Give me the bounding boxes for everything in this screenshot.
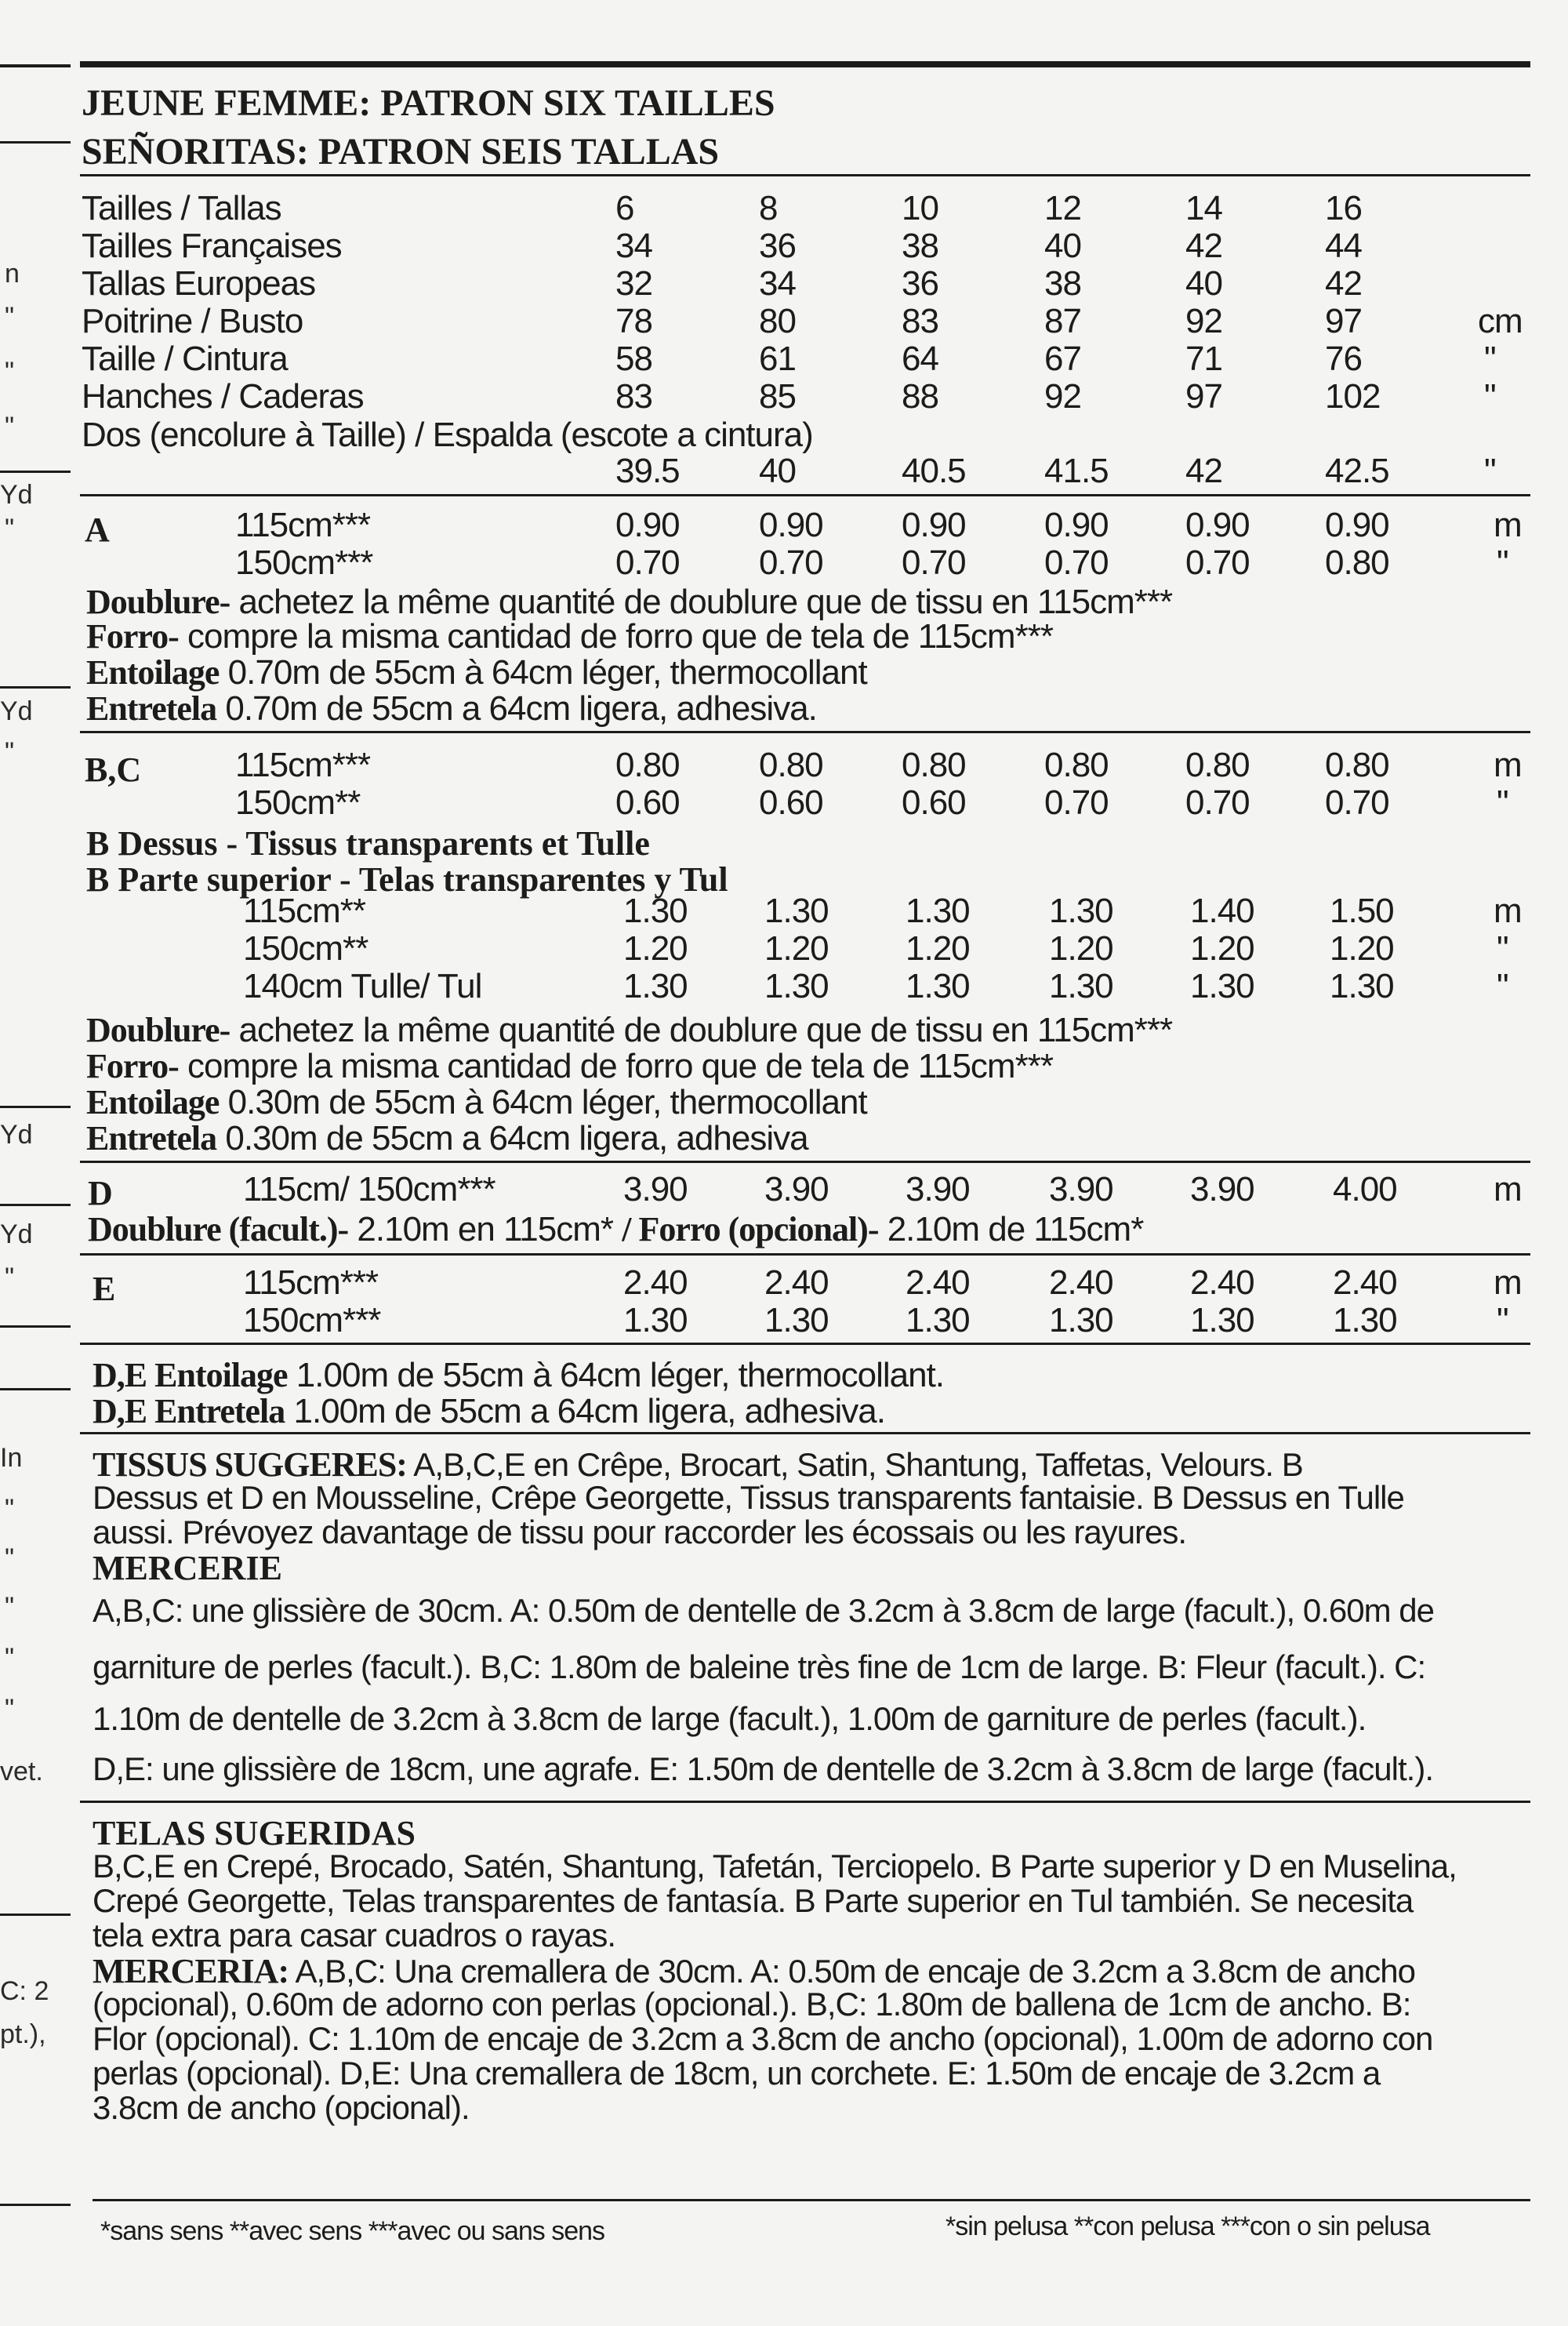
divider bbox=[0, 686, 71, 689]
left-mark: " bbox=[5, 514, 15, 543]
mercerie-text: 1.10m de dentelle de 3.2cm à 3.8cm de large (facult.), 1.00m de garniture de perles (facult.). bbox=[93, 1700, 1367, 1737]
yardage-cell: 1.30 bbox=[906, 1301, 970, 1339]
title-french: JEUNE FEMME: PATRON SIX TAILLES bbox=[82, 82, 775, 124]
yardage-cell: 1.50 bbox=[1330, 892, 1394, 930]
fabric-width: 150cm** bbox=[235, 783, 361, 822]
divider bbox=[80, 1432, 1530, 1434]
note-text: 1.00m de 55cm a 64cm ligera, adhesiva. bbox=[285, 1392, 885, 1430]
size-cell: 67 bbox=[1044, 340, 1081, 378]
size-units bbox=[1478, 303, 1523, 416]
note-line bbox=[86, 1010, 1172, 1050]
view-a-units bbox=[1494, 507, 1522, 582]
divider bbox=[0, 141, 71, 144]
left-mark: " bbox=[5, 1694, 15, 1724]
view-bc-col bbox=[902, 747, 966, 822]
left-mark: In bbox=[0, 1443, 23, 1473]
note-bold: Entretela bbox=[86, 689, 217, 728]
yardage-cell: 0.80 bbox=[615, 746, 680, 784]
yardage-cell: 0.80 bbox=[1325, 746, 1389, 784]
view-bc-col bbox=[615, 747, 680, 822]
merceria-text: (opcional), 0.60m de adorno con perlas (opcional.). B,C: 1.80m de ballena de 1cm de ancho. B: bbox=[93, 1986, 1411, 2023]
yardage-cell: 1.20 bbox=[1190, 929, 1254, 968]
dos-value: 42 bbox=[1185, 452, 1222, 490]
left-mark: Yd bbox=[0, 1120, 33, 1150]
merceria-text: Flor (opcional). C: 1.10m de encaje de 3.2cm a 3.8cm de ancho (opcional), 1.00m de adorno con bbox=[93, 2020, 1433, 2057]
size-cell: 36 bbox=[902, 264, 938, 303]
divider bbox=[80, 731, 1530, 733]
note-line bbox=[86, 1082, 867, 1122]
merceria-heading: MERCERIA: bbox=[93, 1952, 289, 1990]
yardage-cell: 1.30 bbox=[1333, 1301, 1397, 1339]
note-text: achetez la même quantité de doublure que de tissu en 115cm*** bbox=[230, 1011, 1173, 1049]
note-line bbox=[86, 1118, 808, 1158]
yardage-cell: 0.80 bbox=[1325, 543, 1389, 582]
telas-text: B,C,E en Crepé, Brocado, Satén, Shantung, Tafetán, Terciopelo. B Parte superior y D en Muselina, bbox=[93, 1848, 1457, 1884]
note-bold: Doublure- bbox=[86, 583, 230, 621]
size-cell: 102 bbox=[1325, 377, 1381, 416]
divider bbox=[80, 174, 1530, 176]
yardage-cell: 0.60 bbox=[902, 783, 966, 822]
yardage-cell: 3.90 bbox=[623, 1170, 688, 1208]
view-e-col bbox=[623, 1264, 688, 1339]
fabric-width: 115cm** bbox=[243, 892, 366, 930]
unit-label: m bbox=[1494, 1170, 1522, 1208]
view-bc-widths bbox=[235, 747, 370, 822]
merceria-text: perlas (opcional). D,E: Una cremallera de 18cm, un corchete. E: 1.50m de encaje de 3.2cm a bbox=[93, 2055, 1381, 2092]
view-b-col bbox=[764, 892, 829, 1005]
yardage-cell: 0.90 bbox=[902, 506, 966, 544]
yardage-cell: 1.40 bbox=[1190, 892, 1254, 930]
yardage-cell: 3.90 bbox=[1190, 1170, 1254, 1208]
view-a-col bbox=[1325, 507, 1389, 582]
yardage-cell: 2.40 bbox=[1190, 1263, 1254, 1302]
size-cell: 76 bbox=[1325, 340, 1362, 378]
size-label: Hanches / Caderas bbox=[82, 377, 364, 416]
dos-value: 41.5 bbox=[1044, 452, 1109, 490]
footer-legend-french: *sans sens **avec sens ***avec ou sans sens bbox=[100, 2216, 605, 2246]
yardage-cell: 3.90 bbox=[764, 1170, 829, 1208]
note-bold: Doublure- bbox=[86, 1011, 230, 1049]
note-line bbox=[86, 616, 1053, 656]
unit-label: " bbox=[1497, 929, 1508, 968]
note-bold: Entoilage bbox=[86, 653, 220, 692]
view-e-col bbox=[906, 1264, 970, 1339]
size-column-6 bbox=[615, 190, 652, 416]
size-cell: 10 bbox=[902, 189, 938, 227]
left-mark: " bbox=[5, 1543, 15, 1573]
yardage-cell: 0.70 bbox=[759, 543, 823, 582]
tissus-text: aussi. Prévoyez davantage de tissu pour raccorder les écossais ou les rayures. bbox=[93, 1514, 1187, 1550]
view-e-col bbox=[1190, 1264, 1254, 1339]
note-bold: Forro- bbox=[86, 1047, 179, 1085]
unit-label: " bbox=[1497, 783, 1508, 822]
yardage-cell: 1.30 bbox=[623, 892, 688, 930]
yardage-cell: 0.70 bbox=[615, 543, 680, 582]
mercerie-text: A,B,C: une glissière de 30cm. A: 0.50m de dentelle de 3.2cm à 3.8cm de large (facult.), 0.60m de bbox=[93, 1592, 1434, 1629]
telas-text: tela extra para casar cuadros o rayas. bbox=[93, 1917, 616, 1953]
size-cell: 71 bbox=[1185, 340, 1222, 378]
size-cell: 92 bbox=[1185, 302, 1222, 340]
dos-value: 39.5 bbox=[615, 452, 680, 490]
unit-label: m bbox=[1494, 506, 1522, 544]
note-text: 2.10m de 115cm* bbox=[878, 1210, 1144, 1248]
note-text: compre la misma cantidad de forro que de tela de 115cm*** bbox=[178, 1047, 1053, 1085]
yardage-cell: 1.30 bbox=[1049, 892, 1113, 930]
divider bbox=[80, 1161, 1530, 1163]
left-mark: " bbox=[5, 737, 15, 767]
yardage-cell: 1.30 bbox=[1190, 1301, 1254, 1339]
yardage-cell: 1.20 bbox=[906, 929, 970, 968]
divider bbox=[80, 494, 1530, 496]
note-bold: Doublure (facult.)- bbox=[88, 1210, 349, 1248]
tissus-text: Dessus et D en Mousseline, Crêpe Georgette, Tissus transparents fantaisie. B Dessus en Tulle bbox=[93, 1479, 1404, 1516]
note-text: achetez la même quantité de doublure que de tissu en 115cm*** bbox=[230, 583, 1173, 621]
left-mark: Yd bbox=[0, 696, 33, 726]
divider bbox=[0, 1913, 71, 1916]
left-mark: " bbox=[5, 1263, 15, 1292]
yardage-cell: 3.90 bbox=[906, 1170, 970, 1208]
tissus-text: A,B,C,E en Crêpe, Brocart, Satin, Shantung, Taffetas, Velours. B bbox=[406, 1446, 1303, 1483]
size-label: Tailles / Tallas bbox=[82, 189, 281, 227]
size-cell: 38 bbox=[1044, 264, 1081, 303]
yardage-cell: 0.70 bbox=[1044, 783, 1109, 822]
yardage-cell: 0.60 bbox=[759, 783, 823, 822]
yardage-cell: 1.20 bbox=[764, 929, 829, 968]
view-e-col bbox=[1049, 1264, 1113, 1339]
telas-text: Crepé Georgette, Telas transparentes de fantasía. B Parte superior en Tul también. Se necesita bbox=[93, 1882, 1414, 1919]
view-b-col bbox=[1049, 892, 1113, 1005]
size-cell: 88 bbox=[902, 377, 938, 416]
note-text: 0.70m de 55cm a 64cm ligera, adhesiva. bbox=[216, 689, 817, 728]
note-line bbox=[86, 652, 867, 692]
yardage-cell: 1.30 bbox=[623, 967, 688, 1005]
view-b-col bbox=[1190, 892, 1254, 1005]
unit-label: " bbox=[1484, 377, 1496, 416]
yardage-cell: 1.30 bbox=[764, 892, 829, 930]
dos-value: 40 bbox=[759, 452, 796, 490]
yardage-cell: 0.90 bbox=[615, 506, 680, 544]
view-a-col bbox=[1044, 507, 1109, 582]
yardage-cell: 1.30 bbox=[1330, 967, 1394, 1005]
size-cell: 34 bbox=[759, 264, 796, 303]
view-bc-units bbox=[1494, 747, 1522, 822]
divider bbox=[80, 1253, 1530, 1256]
fabric-width: 115cm*** bbox=[243, 1263, 379, 1302]
note-line bbox=[93, 1355, 944, 1395]
size-cell: 16 bbox=[1325, 189, 1362, 227]
size-cell: 83 bbox=[615, 377, 652, 416]
yardage-cell: 2.40 bbox=[906, 1263, 970, 1302]
size-cell: 87 bbox=[1044, 302, 1081, 340]
view-letter-bc: B,C bbox=[85, 750, 142, 789]
left-mark: vet. bbox=[0, 1757, 43, 1786]
size-label: Tallas Europeas bbox=[82, 264, 316, 303]
size-cell: 40 bbox=[1044, 227, 1081, 265]
note-line bbox=[86, 689, 817, 729]
telas-heading: TELAS SUGERIDAS bbox=[93, 1814, 416, 1852]
divider bbox=[0, 1106, 71, 1108]
view-b-col bbox=[906, 892, 970, 1005]
yardage-cell: 2.40 bbox=[764, 1263, 829, 1302]
note-line bbox=[86, 1046, 1053, 1086]
yardage-cell: 1.30 bbox=[906, 967, 970, 1005]
view-bc-col bbox=[1185, 747, 1250, 822]
yardage-cell: 0.80 bbox=[902, 746, 966, 784]
size-cell: 85 bbox=[759, 377, 796, 416]
view-a-col bbox=[759, 507, 823, 582]
size-label: Tailles Françaises bbox=[82, 227, 342, 265]
unit-label: " bbox=[1497, 543, 1508, 582]
yardage-cell: 0.70 bbox=[1044, 543, 1109, 582]
b-heading-french: B Dessus - Tissus transparents et Tulle bbox=[86, 824, 650, 863]
left-mark: " bbox=[5, 1592, 15, 1622]
fabric-width: 150cm** bbox=[243, 929, 368, 968]
note-text: 1.00m de 55cm à 64cm léger, thermocollant. bbox=[287, 1356, 945, 1394]
fabric-width: 115cm*** bbox=[235, 506, 371, 544]
view-b-col bbox=[623, 892, 688, 1005]
yardage-cell: 0.90 bbox=[1044, 506, 1109, 544]
size-column-14 bbox=[1185, 190, 1222, 416]
note-text: 2.10m en 115cm* bbox=[348, 1210, 622, 1248]
yardage-cell: 0.70 bbox=[902, 543, 966, 582]
yardage-cell: 1.30 bbox=[623, 1301, 688, 1339]
view-b-col bbox=[1330, 892, 1394, 1005]
size-cell: 83 bbox=[902, 302, 938, 340]
view-letter-e: E bbox=[93, 1270, 116, 1308]
left-mark: " bbox=[5, 1494, 15, 1524]
divider bbox=[0, 1388, 71, 1390]
divider bbox=[0, 471, 71, 473]
size-cell: 97 bbox=[1185, 377, 1222, 416]
size-cell: 40 bbox=[1185, 264, 1222, 303]
unit-label: " bbox=[1497, 1301, 1508, 1339]
view-b-widths bbox=[243, 892, 481, 1005]
size-cell: 58 bbox=[615, 340, 652, 378]
yardage-cell: 1.30 bbox=[1049, 967, 1113, 1005]
divider bbox=[80, 1801, 1530, 1803]
divider bbox=[93, 2199, 1530, 2201]
yardage-cell: 0.70 bbox=[1185, 783, 1250, 822]
view-e-col bbox=[764, 1264, 829, 1339]
view-b-units bbox=[1494, 892, 1522, 1005]
left-mark: C: 2 bbox=[0, 1976, 49, 2006]
note-text: 0.70m de 55cm à 64cm léger, thermocollant bbox=[219, 653, 867, 692]
tissus-heading: TISSUS SUGGERES: bbox=[93, 1445, 407, 1484]
left-mark: Yd bbox=[0, 480, 33, 510]
unit-label: m bbox=[1494, 892, 1522, 930]
size-column-10 bbox=[902, 190, 938, 416]
size-column-16 bbox=[1325, 190, 1380, 416]
divider bbox=[0, 2204, 71, 2206]
mercerie-heading: MERCERIE bbox=[93, 1549, 283, 1587]
size-cell: 14 bbox=[1185, 189, 1222, 227]
note-bold: / Forro (opcional)- bbox=[622, 1210, 879, 1248]
yardage-cell: 1.20 bbox=[1330, 929, 1394, 968]
size-cell: 6 bbox=[615, 189, 634, 227]
size-cell: 44 bbox=[1325, 227, 1362, 265]
yardage-cell: 1.30 bbox=[764, 967, 829, 1005]
lining-note-d bbox=[88, 1209, 1143, 1249]
fabric-width: 150cm*** bbox=[235, 543, 373, 582]
merceria-text: 3.8cm de ancho (opcional). bbox=[93, 2089, 470, 2126]
yardage-cell: 0.80 bbox=[1044, 746, 1109, 784]
yardage-cell: 1.30 bbox=[1049, 1301, 1113, 1339]
size-cell: 92 bbox=[1044, 377, 1081, 416]
note-bold: D,E Entretela bbox=[93, 1392, 285, 1430]
yardage-cell: 0.80 bbox=[1185, 746, 1250, 784]
view-e-col bbox=[1333, 1264, 1397, 1339]
yardage-cell: 2.40 bbox=[1049, 1263, 1113, 1302]
dos-label: Dos (encolure à Taille) / Espalda (escote a cintura) bbox=[82, 416, 813, 454]
unit-label: cm bbox=[1478, 302, 1523, 340]
yardage-cell: 2.40 bbox=[1333, 1263, 1397, 1302]
mercerie-text: D,E: une glissière de 18cm, une agrafe. E: 1.50m de dentelle de 3.2cm à 3.8cm de large (facult.). bbox=[93, 1750, 1433, 1787]
fabric-width: 150cm*** bbox=[243, 1301, 381, 1339]
unit-label: " bbox=[1497, 967, 1508, 1005]
yardage-cell: 1.30 bbox=[906, 892, 970, 930]
yardage-cell: 0.90 bbox=[1325, 506, 1389, 544]
view-letter-a: A bbox=[85, 511, 110, 549]
size-cell: 61 bbox=[759, 340, 796, 378]
left-mark: n bbox=[5, 259, 20, 289]
view-bc-col bbox=[759, 747, 823, 822]
note-line bbox=[93, 1391, 885, 1431]
yardage-cell: 1.20 bbox=[1049, 929, 1113, 968]
yardage-cell: 0.90 bbox=[1185, 506, 1250, 544]
note-bold: Entoilage bbox=[86, 1083, 220, 1121]
size-cell: 32 bbox=[615, 264, 652, 303]
unit-label: m bbox=[1494, 1263, 1522, 1302]
view-a-widths bbox=[235, 507, 372, 582]
yardage-cell: 0.80 bbox=[759, 746, 823, 784]
left-mark: Yd bbox=[0, 1219, 33, 1249]
view-bc-col bbox=[1325, 747, 1389, 822]
fabric-width: 140cm Tulle/ Tul bbox=[243, 967, 482, 1005]
yardage-cell: 0.70 bbox=[1325, 783, 1389, 822]
note-bold: Forro- bbox=[86, 617, 179, 656]
divider bbox=[0, 1204, 71, 1206]
left-mark: pt.), bbox=[0, 2019, 46, 2049]
fabric-width: 115cm*** bbox=[235, 746, 371, 784]
view-letter-d: D bbox=[88, 1174, 113, 1212]
view-bc-col bbox=[1044, 747, 1109, 822]
size-cell: 36 bbox=[759, 227, 796, 265]
size-cell: 78 bbox=[615, 302, 652, 340]
left-mark: " bbox=[5, 1643, 15, 1673]
footer-legend-spanish: *sin pelusa **con pelusa ***con o sin pelusa bbox=[946, 2212, 1430, 2241]
size-cell: 42 bbox=[1185, 227, 1222, 265]
divider bbox=[80, 1343, 1530, 1345]
yardage-cell: 0.60 bbox=[615, 783, 680, 822]
merceria-text: A,B,C: Una cremallera de 30cm. A: 0.50m de encaje de 3.2cm a 3.8cm de ancho bbox=[289, 1953, 1415, 1990]
note-bold: Entretela bbox=[86, 1119, 217, 1158]
yardage-cell: 0.90 bbox=[759, 506, 823, 544]
note-text: 0.30m de 55cm a 64cm ligera, adhesiva bbox=[216, 1119, 808, 1158]
left-mark: " bbox=[5, 412, 15, 442]
size-cell: 12 bbox=[1044, 189, 1081, 227]
size-cell: 97 bbox=[1325, 302, 1362, 340]
note-text: compre la misma cantidad de forro que de tela de 115cm*** bbox=[178, 617, 1053, 656]
dos-value: 40.5 bbox=[902, 452, 966, 490]
size-column-8 bbox=[759, 190, 796, 416]
left-mark: " bbox=[5, 302, 15, 332]
size-labels bbox=[82, 190, 364, 416]
title-spanish: SEÑORITAS: PATRON SEIS TALLAS bbox=[82, 131, 720, 173]
mercerie-text: garniture de perles (facult.). B,C: 1.80m de baleine très fine de 1cm de large. B: Fleur (facult.). C: bbox=[93, 1648, 1426, 1685]
top-rule bbox=[80, 61, 1530, 67]
divider bbox=[0, 64, 71, 67]
size-cell: 80 bbox=[759, 302, 796, 340]
size-column-12 bbox=[1044, 190, 1081, 416]
view-a-col bbox=[902, 507, 966, 582]
left-mark: " bbox=[5, 357, 15, 387]
size-cell: 64 bbox=[902, 340, 938, 378]
yardage-cell: 4.00 bbox=[1333, 1170, 1397, 1208]
size-cell: 34 bbox=[615, 227, 652, 265]
note-text: 0.30m de 55cm à 64cm léger, thermocollant bbox=[219, 1083, 867, 1121]
dos-value: 42.5 bbox=[1325, 452, 1389, 490]
unit-label: " bbox=[1484, 340, 1496, 378]
size-label: Poitrine / Busto bbox=[82, 302, 303, 340]
note-bold: D,E Entoilage bbox=[93, 1356, 288, 1394]
unit-label: m bbox=[1494, 746, 1522, 784]
view-e-widths bbox=[243, 1264, 380, 1339]
view-a-col bbox=[615, 507, 680, 582]
view-a-col bbox=[1185, 507, 1250, 582]
yardage-cell: 2.40 bbox=[623, 1263, 688, 1302]
yardage-cell: 1.30 bbox=[764, 1301, 829, 1339]
size-cell: 42 bbox=[1325, 264, 1362, 303]
size-label: Taille / Cintura bbox=[82, 340, 288, 378]
size-cell: 8 bbox=[759, 189, 778, 227]
b-heading-spanish: B Parte superior - Telas transparentes y Tul bbox=[86, 860, 728, 899]
size-cell: 38 bbox=[902, 227, 938, 265]
yardage-cell: 3.90 bbox=[1049, 1170, 1113, 1208]
divider bbox=[0, 1325, 71, 1328]
unit-label: " bbox=[1484, 452, 1496, 490]
yardage-cell: 0.70 bbox=[1185, 543, 1250, 582]
view-e-units bbox=[1494, 1264, 1522, 1339]
fabric-width: 115cm/ 150cm*** bbox=[243, 1170, 495, 1208]
yardage-cell: 1.20 bbox=[623, 929, 688, 968]
yardage-cell: 1.30 bbox=[1190, 967, 1254, 1005]
